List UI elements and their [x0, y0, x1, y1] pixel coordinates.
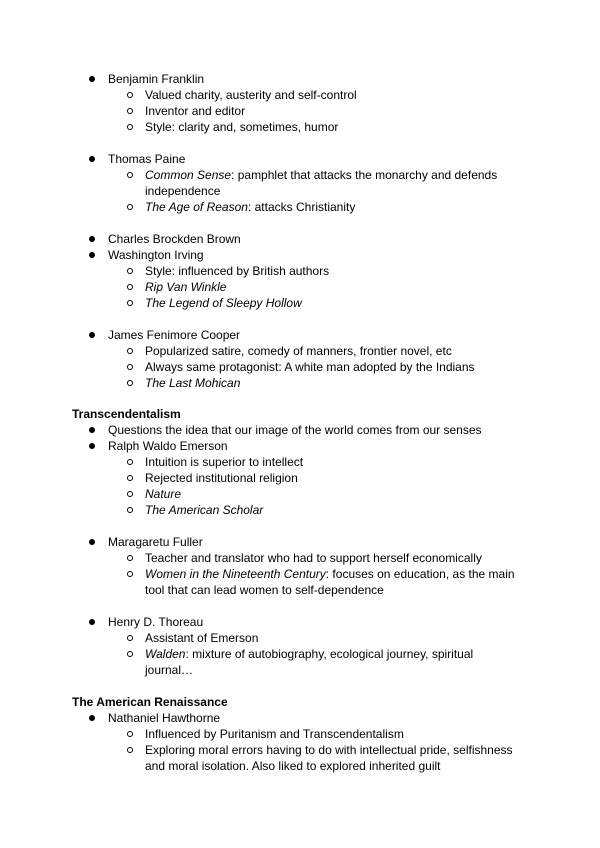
bullet-disc [89, 76, 95, 82]
bullet-circle [127, 124, 133, 130]
bullet-disc [89, 236, 95, 242]
list-item [145, 199, 355, 215]
item-text: : attacks Christianity [247, 200, 356, 214]
list-item: Inventor and editor [145, 104, 246, 118]
list-item [145, 167, 497, 183]
list-item: Valued charity, austerity and self-control [145, 88, 357, 102]
list-item: Popularized satire, comedy of manners, frontier novel, etc [145, 344, 452, 358]
list-item-continuation: independence [145, 184, 221, 198]
list-item: Influenced by Puritanism and Transcendentalism [145, 727, 404, 741]
bullet-circle [127, 380, 133, 386]
bullet-disc [89, 332, 95, 338]
list-item: Assistant of Emerson [145, 631, 259, 645]
list-item: Style: clarity and, sometimes, humor [145, 120, 339, 134]
list-item-emerson: Ralph Waldo Emerson [108, 439, 228, 453]
item-text: : mixture of autobiography, ecological journey, spiritual [185, 647, 474, 661]
bullet-circle [127, 172, 133, 178]
bullet-circle [127, 491, 133, 497]
list-item [145, 279, 226, 295]
bullet-disc [89, 715, 95, 721]
work-title: The Legend of Sleepy Hollow [145, 296, 302, 310]
bullet-circle [127, 364, 133, 370]
work-title: Walden [145, 647, 186, 661]
item-text: : focuses on education, as the main [325, 567, 515, 581]
bullet-circle [127, 284, 133, 290]
list-item-thoreau: Henry D. Thoreau [108, 615, 204, 629]
item-text: : pamphlet that attacks the monarchy and defends [231, 168, 498, 182]
work-title: The Last Mohican [145, 376, 241, 390]
list-item: Intuition is superior to intellect [145, 455, 304, 469]
bullet-circle [127, 268, 133, 274]
list-item-fuller: Maragaretu Fuller [108, 535, 203, 549]
list-item-cooper: James Fenimore Cooper [108, 328, 241, 342]
list-item-continuation: journal… [145, 663, 194, 677]
bullet-circle [127, 571, 133, 577]
list-item-continuation: tool that can lead women to self-dependence [145, 583, 384, 597]
bullet-circle [127, 459, 133, 465]
bullet-circle [127, 651, 133, 657]
bullet-circle [127, 635, 133, 641]
list-item-irving: Washington Irving [108, 248, 204, 262]
bullet-disc [89, 252, 95, 258]
work-title: Rip Van Winkle [145, 280, 227, 294]
bullet-disc [89, 156, 95, 162]
list-item: Exploring moral errors having to do with intellectual pride, selfishness [145, 743, 513, 757]
bullet-circle [127, 507, 133, 513]
list-item [145, 502, 263, 518]
list-item: Rejected institutional religion [145, 471, 298, 485]
bullet-disc [89, 443, 95, 449]
list-item-franklin: Benjamin Franklin [108, 72, 205, 86]
list-item-brown: Charles Brockden Brown [108, 232, 241, 246]
bullet-circle [127, 348, 133, 354]
list-item [145, 375, 240, 391]
work-title: Nature [145, 487, 182, 501]
bullet-disc [89, 539, 95, 545]
section-heading-renaissance: The American Renaissance [72, 695, 228, 709]
bullet-circle [127, 731, 133, 737]
list-item-hawthorne: Nathaniel Hawthorne [108, 711, 221, 725]
bullet-circle [127, 555, 133, 561]
bullet-circle [127, 108, 133, 114]
list-item [145, 566, 515, 582]
list-item [145, 486, 181, 502]
list-item: Questions the idea that our image of the world comes from our senses [108, 423, 482, 437]
bullet-circle [127, 204, 133, 210]
bullet-circle [127, 92, 133, 98]
work-title: Women in the Nineteenth Century [145, 567, 326, 581]
list-item: Always same protagonist: A white man adopted by the Indians [145, 360, 475, 374]
bullet-disc [89, 619, 95, 625]
list-item-continuation: and moral isolation. Also liked to explored inherited guilt [145, 759, 441, 773]
list-item [145, 646, 473, 662]
list-item: Teacher and translator who had to support herself economically [145, 551, 482, 565]
work-title: Common Sense [145, 168, 232, 182]
section-heading-transcendentalism: Transcendentalism [72, 407, 181, 421]
list-item: Style: influenced by British authors [145, 264, 330, 278]
list-item-paine: Thomas Paine [108, 152, 186, 166]
bullet-circle [127, 747, 133, 753]
list-item [145, 295, 302, 311]
work-title: The Age of Reason [145, 200, 248, 214]
bullet-circle [127, 300, 133, 306]
bullet-circle [127, 475, 133, 481]
work-title: The American Scholar [145, 503, 264, 517]
bullet-disc [89, 427, 95, 433]
